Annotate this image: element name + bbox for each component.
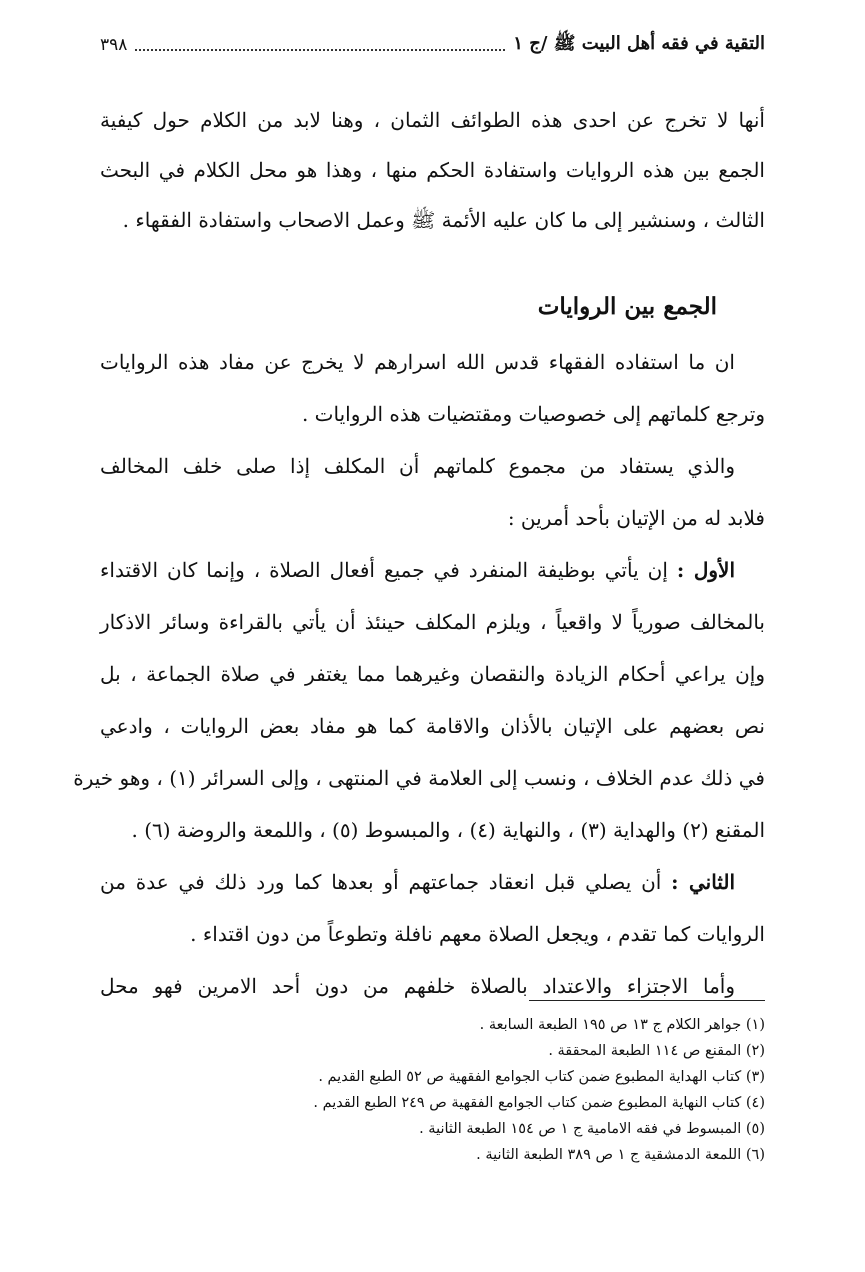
text-line: الجمع بين هذه الروايات واستفادة الحكم منها ، وهذا هو محل الكلام في البحث <box>100 158 765 182</box>
text-line: ان ما استفاده الفقهاء قدس الله اسرارهم لا يخرج عن مفاد هذه الروايات <box>100 350 735 374</box>
text-line: وإن يراعي أحكام الزيادة والنقصان وغيرهما مما يغتفر في صلاة الجماعة ، بل <box>100 662 765 686</box>
text-line: في ذلك عدم الخلاف ، ونسب إلى العلامة في المنتهى ، وإلى السرائر (١) ، وهو خيرة <box>73 766 765 790</box>
header-title: التقية في فقه أهل البيت ﷺ /ج ١ <box>513 33 765 54</box>
footnote: (٢) المقنع ص ١١٤ الطبعة المحققة . <box>548 1043 765 1059</box>
footnote: (٦) اللمعة الدمشقية ج ١ ص ٣٨٩ الطبعة الثانية . <box>476 1147 765 1163</box>
text-line: الروايات كما تقدم ، ويجعل الصلاة معهم نافلة وتطوعاً من دون اقتداء . <box>190 922 765 946</box>
text-line: وترجع كلماتهم إلى خصوصيات ومقتضيات هذه الروايات . <box>301 402 765 426</box>
page-number: ٣٩٨ <box>100 35 128 55</box>
footnote: (٥) المبسوط في فقه الامامية ج ١ ص ١٥٤ الطبعة الثانية . <box>419 1121 765 1137</box>
footnote-divider <box>529 1000 765 1001</box>
header-dot-leader <box>135 48 505 51</box>
text-line <box>100 856 765 908</box>
text-line: المقنع (٢) والهداية (٣) ، والنهاية (٤) ، والمبسوط (٥) ، واللمعة والروضة (٦) . <box>131 818 765 842</box>
text-line: والذي يستفاد من مجموع كلماتهم أن المكلف إذا صلى خلف المخالف <box>100 454 735 478</box>
text-line: وأما الاجتزاء والاعتداد بالصلاة خلفهم من دون أحد الامرين فهو محل <box>100 974 735 998</box>
text-line <box>100 544 765 596</box>
text-line-rest: أن يصلي قبل انعقاد جماعتهم أو بعدها كما ورد ذلك في عدة من <box>100 870 662 894</box>
footnote: (٣) كتاب الهداية المطبوع ضمن كتاب الجوامع الفقهية ص ٥٢ الطبع القديم . <box>318 1069 765 1085</box>
text-line: نص بعضهم على الإتيان بالأذان والاقامة كما هو مفاد بعض الروايات ، وادعي <box>100 714 765 738</box>
footnote: (٤) كتاب النهاية المطبوع ضمن كتاب الجوامع الفقهية ص ٢٤٩ الطبع القديم . <box>313 1095 765 1111</box>
running-header <box>100 28 765 62</box>
text-line-rest: إن يأتي بوظيفة المنفرد في جميع أفعال الصلاة ، وإنما كان الاقتداء <box>100 558 668 582</box>
text-line: الثالث ، وسنشير إلى ما كان عليه الأئمة ﷺ وعمل الاصحاب واستفادة الفقهاء . <box>122 208 765 232</box>
item-lead-first: الأول : <box>676 558 736 582</box>
text-line: فلابد له من الإتيان بأحد أمرين : <box>507 506 765 530</box>
item-lead-second: الثاني : <box>671 870 735 894</box>
section-heading: الجمع بين الروايات <box>537 293 717 320</box>
text-line: أنها لا تخرج عن احدى هذه الطوائف الثمان ، وهنا لابد من الكلام حول كيفية <box>100 108 765 132</box>
text-line: بالمخالف صورياً لا واقعياً ، ويلزم المكلف حينئذ أن يأتي بالقراءة وسائر الاذكار <box>100 610 765 634</box>
footnote: (١) جواهر الكلام ج ١٣ ص ١٩٥ الطبعة السابعة . <box>479 1017 765 1033</box>
